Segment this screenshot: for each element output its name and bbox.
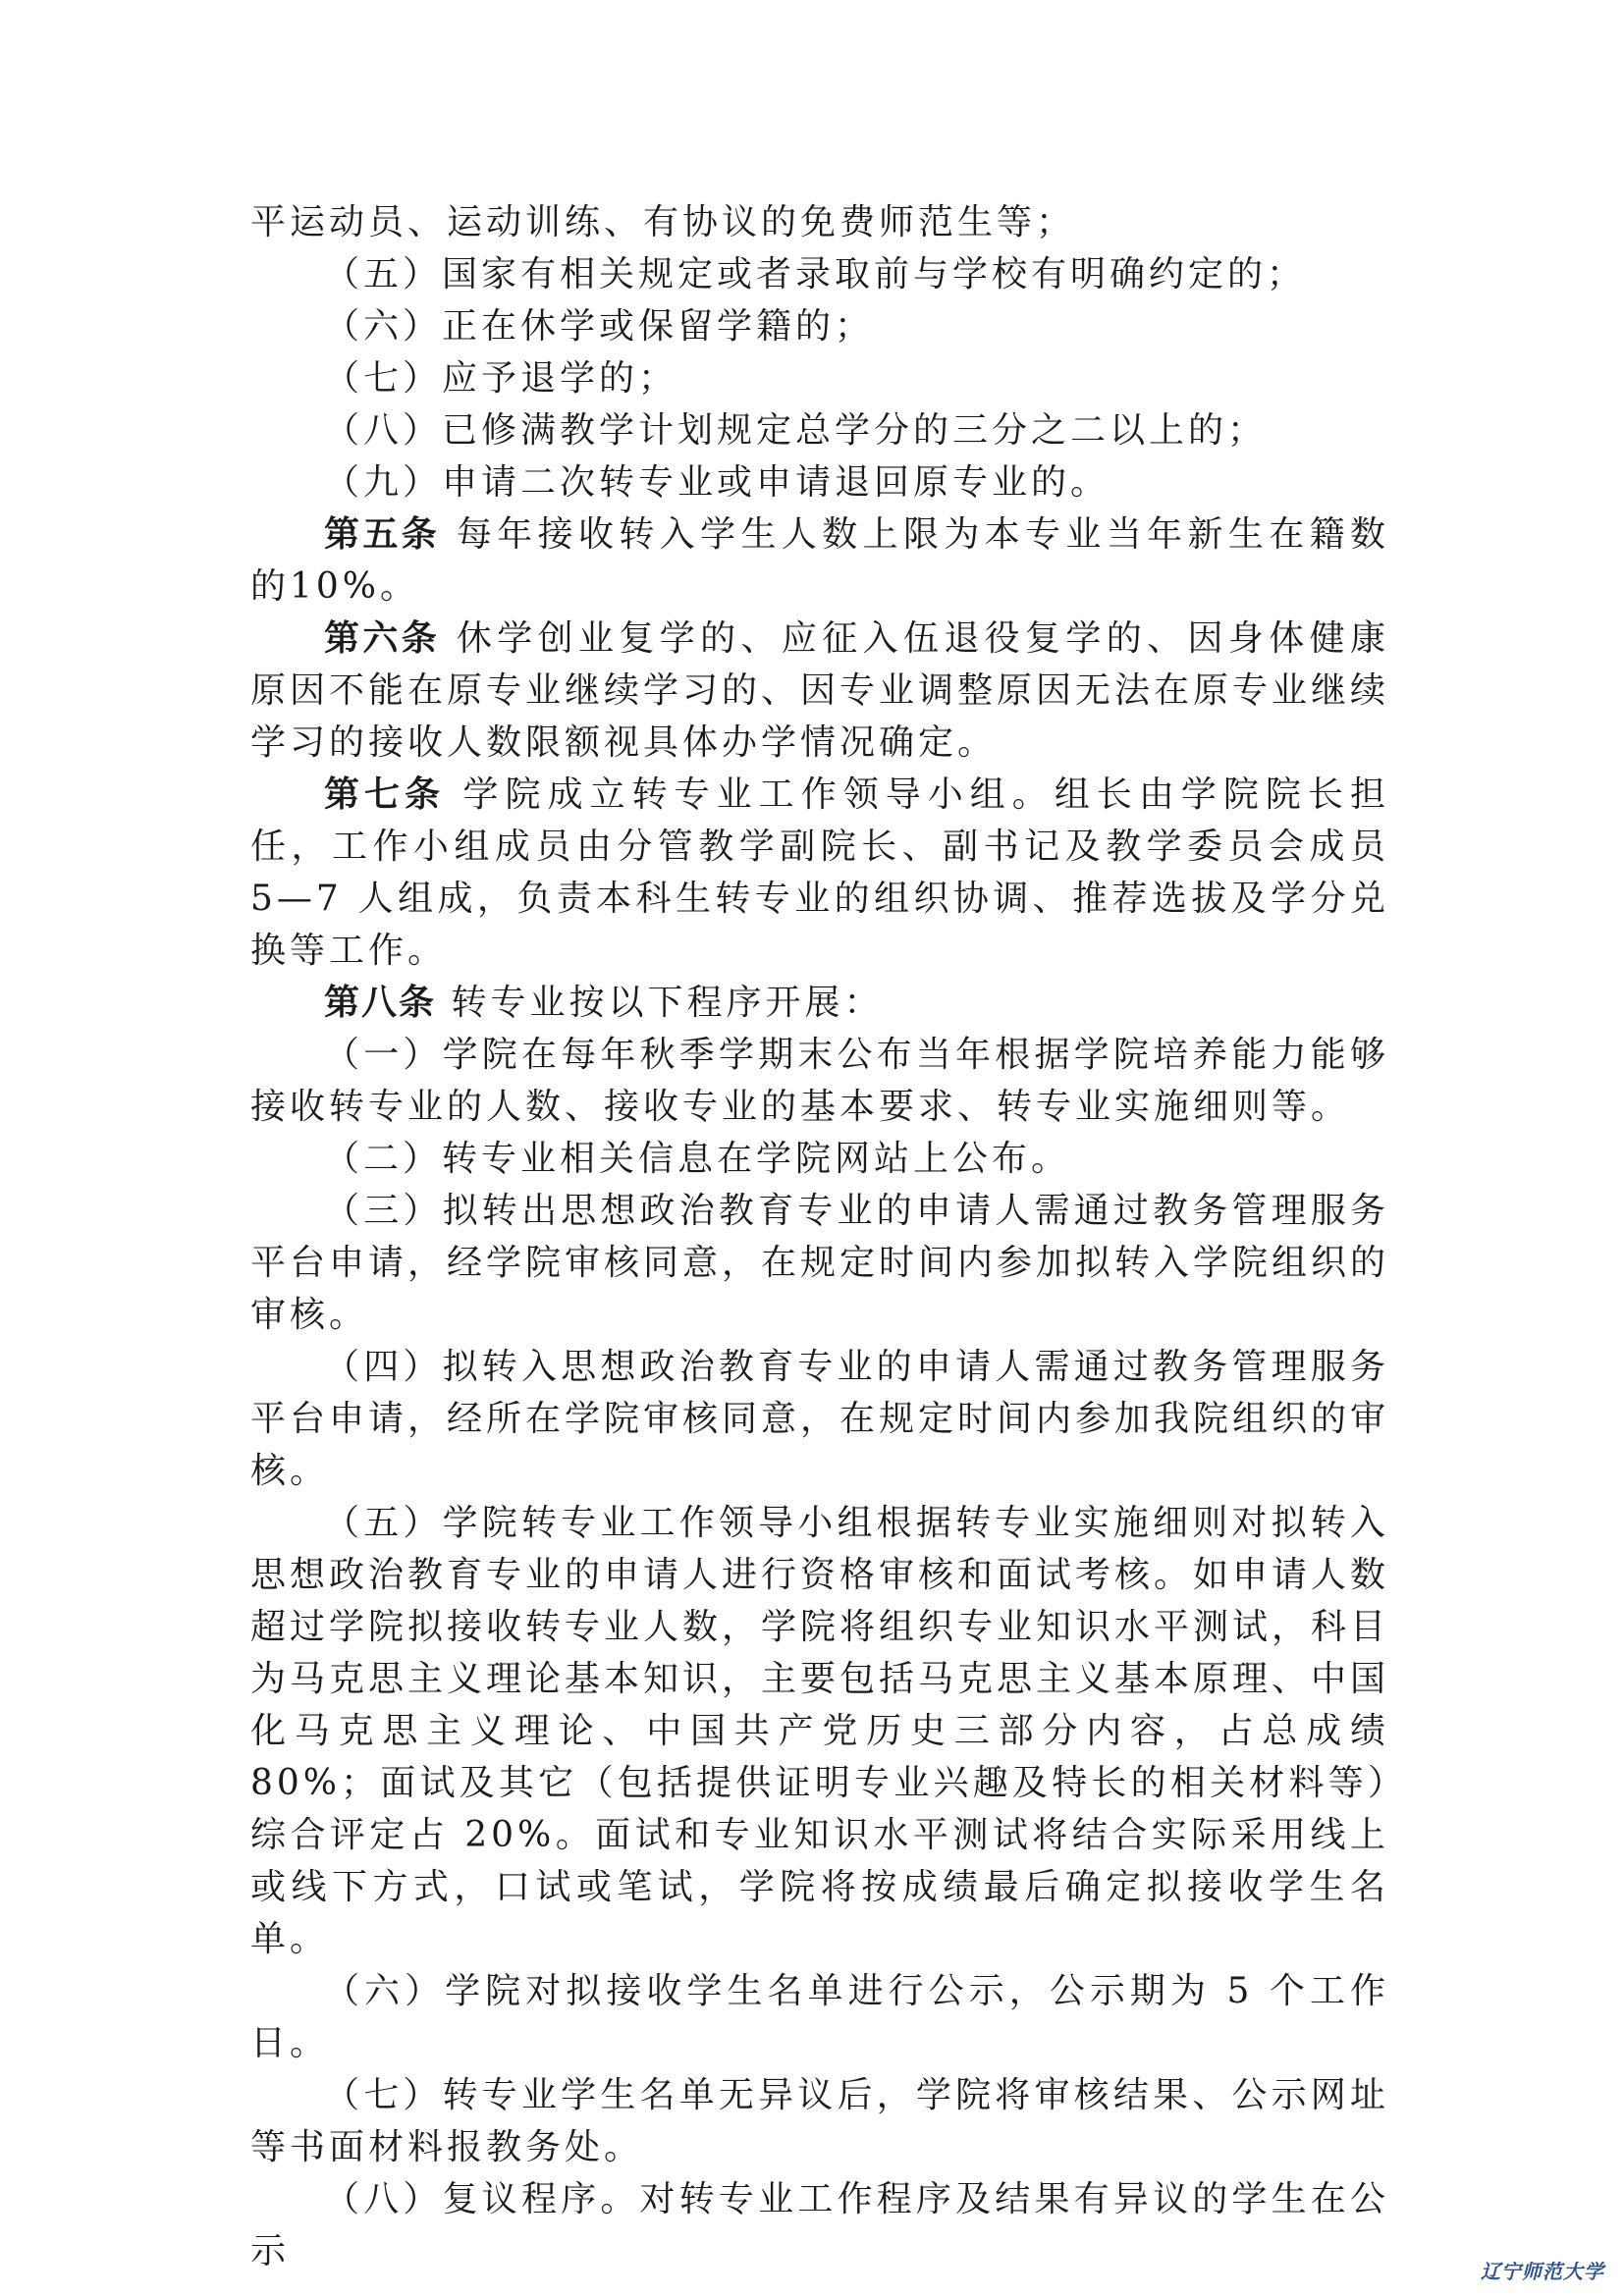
- paragraph-15: （六）学院对拟接收学生名单进行公示，公示期为 5 个工作日。: [250, 1971, 1389, 2063]
- paragraph-0: 平运动员、运动训练、有协议的免费师范生等；: [250, 202, 1076, 242]
- paragraph-16: （七）转专业学生名单无异议后，学院将审核结果、公示网址等书面材料报教务处。: [250, 2075, 1389, 2167]
- paragraph-14: （五）学院转专业工作领导小组根据转专业实施细则对拟转入思想政治教育专业的申请人进行资格审核和面试考核。如申请人数超过学院拟接收转专业人数，学院将组织专业知识水平测试，科目为马克思主义理论基本知识，主要包括马克思主义基本原理、中国化马克思主义理论、中国共产党历史三部分内容，占总成绩 80%；面试及其它（包括提供证明专业兴趣及特长的相关材料等）综合评定占 20%。面试和专业知识水平测试将结合实际采用线上或线下方式，口试或笔试，学院将按成绩最后确定拟接收学生名单。: [250, 1503, 1390, 1959]
- article-8-heading: 第八条: [324, 983, 437, 1023]
- paragraph-4: （八）已修满教学计划规定总学分的三分之二以上的；: [324, 410, 1268, 451]
- paragraph-3: （七）应予退学的；: [324, 358, 678, 399]
- article-6-heading: 第六条: [324, 618, 441, 659]
- paragraph-11: （二）转专业相关信息在学院网站上公布。: [324, 1139, 1071, 1179]
- article-8: 第八条 转专业按以下程序开展：: [324, 983, 884, 1023]
- paragraph-17: （八）复议程序。对转专业工作程序及结果有异议的学生在公示: [250, 2179, 1389, 2271]
- paragraph-13: （四）拟转入思想政治教育专业的申请人需通过教务管理服务平台申请，经所在学院审核同意，在规定时间内参加我院组织的审核。: [250, 1347, 1390, 1491]
- university-watermark: 辽宁师范大学: [1481, 2260, 1604, 2283]
- paragraph-5: （九）申请二次转专业或申请退回原专业的。: [324, 462, 1110, 503]
- paragraph-10: （一）学院在每年秋季学期末公布当年根据学院培养能力能够接收转专业的人数、接收专业的基本要求、转专业实施细则等。: [250, 1035, 1389, 1127]
- paragraph-12: （三）拟转出思想政治教育专业的申请人需通过教务管理服务平台申请，经学院审核同意，在规定时间内参加拟转入学院组织的审核。: [250, 1191, 1390, 1335]
- article-5: 第五条 每年接收转入学生人数上限为本专业当年新生在籍数的10%。: [250, 514, 1389, 607]
- article-7: 第七条 学院成立转专业工作领导小组。组长由学院院长担任，工作小组成员由分管教学副院长、副书记及教学委员会成员 5—7 人组成，负责本科生转专业的组织协调、推荐选拔及学分兑换等工作。: [250, 774, 1389, 971]
- article-7-heading: 第七条: [324, 774, 446, 815]
- paragraph-1: （五）国家有相关规定或者录取前与学校有明确约定的；: [324, 254, 1307, 294]
- article-6: 第六条 休学创业复学的、应征入伍退役复学的、因身体健康原因不能在原专业继续学习的、因专业调整原因无法在原专业继续学习的接收人数限额视具体办学情况确定。: [250, 618, 1390, 763]
- paragraph-2: （六）正在休学或保留学籍的；: [324, 306, 875, 347]
- document-page: [250, 196, 1389, 2277]
- article-5-heading: 第五条: [324, 514, 441, 555]
